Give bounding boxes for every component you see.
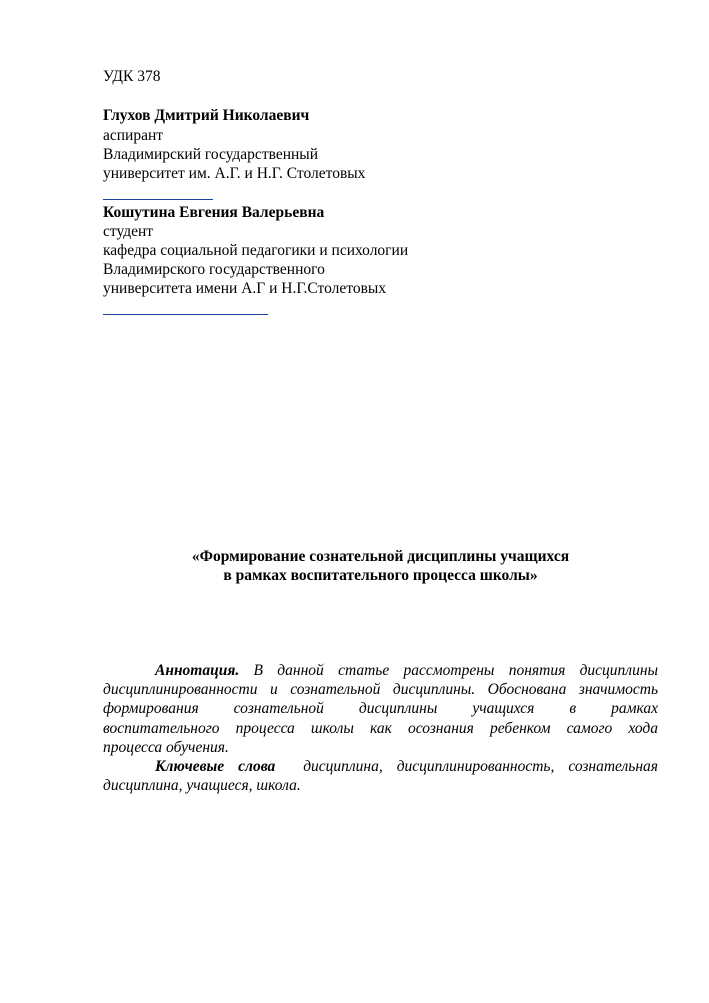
keywords-label: Ключевые слова bbox=[155, 758, 276, 776]
abstract-row1 bbox=[103, 661, 658, 680]
keywords-row1 bbox=[103, 757, 658, 776]
author2-name: Кошутина Евгения Валерьевна bbox=[103, 204, 325, 221]
author2-affiliation-line2: Владимирского государственного bbox=[103, 261, 325, 278]
author1-affiliation-line1: Владимирский государственный bbox=[103, 146, 318, 163]
article-title-line1: «Формирование сознательной дисциплины учащихся bbox=[191, 548, 570, 565]
abstract-line1: В данной статье рассмотрены понятия дисциплины bbox=[253, 662, 659, 679]
abstract-line4: воспитательного процесса школы как осознания ребенком самого хода bbox=[103, 719, 658, 737]
keywords-line2: дисциплина, учащиеся, школа. bbox=[103, 777, 301, 795]
author1-name: Глухов Дмитрий Николаевич bbox=[103, 107, 310, 124]
author1-separator-rule bbox=[103, 199, 213, 200]
article-title-line2: в рамках воспитательного процесса школы» bbox=[223, 567, 538, 584]
abstract-line2: дисциплинированности и сознательной дисциплины. Обоснована значимость bbox=[103, 681, 658, 699]
author1-position: аспирант bbox=[103, 127, 164, 144]
author2-affiliation-line1: кафедра социальной педагогики и психологии bbox=[103, 242, 409, 259]
keywords-line1: дисциплина, дисциплинированность, сознательная bbox=[303, 758, 658, 776]
udk-code: УДК 378 bbox=[103, 68, 161, 85]
author2-affiliation-line3: университета имени А.Г и Н.Г.Столетовых bbox=[103, 280, 387, 297]
abstract-line3: формирования сознательной дисциплины учащихся в рамках bbox=[103, 700, 658, 718]
author2-separator-rule bbox=[103, 314, 268, 315]
abstract-line5: процесса обучения. bbox=[103, 738, 229, 756]
abstract-label: Аннотация. bbox=[155, 662, 240, 679]
author1-affiliation-line2: университет им. А.Г. и Н.Г. Столетовых bbox=[103, 165, 366, 182]
author2-position: студент bbox=[103, 223, 154, 240]
abstract-block bbox=[103, 661, 658, 795]
